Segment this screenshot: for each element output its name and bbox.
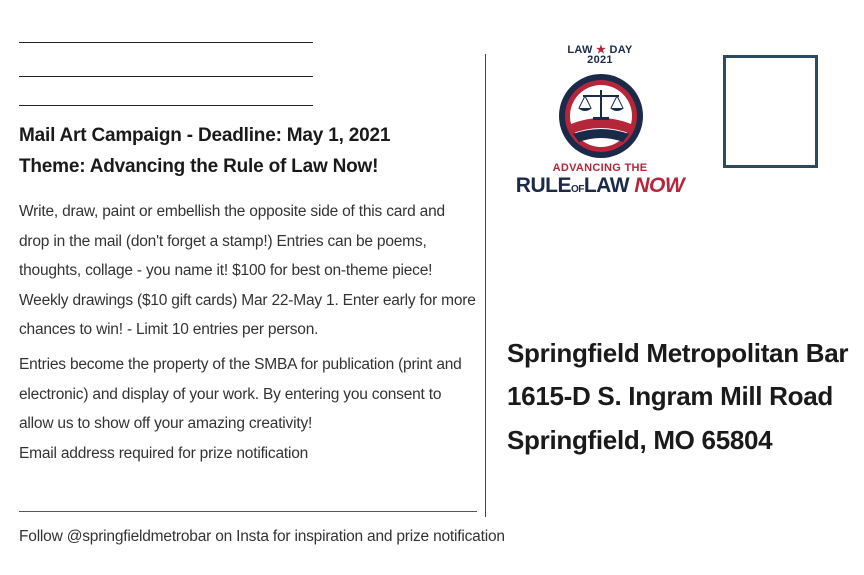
blank-line-3 <box>19 105 313 106</box>
footer-text: Follow @springfieldmetrobar on Insta for inspiration and prize notification <box>19 528 505 545</box>
footer-rule <box>19 511 477 512</box>
logo-of: OF <box>570 184 584 195</box>
postcard-divider <box>485 54 486 517</box>
blank-line-1 <box>19 42 313 43</box>
logo-day: DAY <box>609 44 633 56</box>
logo-law-word: LAW <box>583 174 630 197</box>
logo-rule: RULE <box>515 174 571 197</box>
star-icon: ★ <box>596 44 607 56</box>
terms-paragraph: Entries become the property of the SMBA for publication (print and electronic) and display of your work. By entering you consent to allow us to show off your amazing creativity! <box>19 356 462 432</box>
theme-heading: Theme: Advancing the Rule of Law Now! <box>19 156 379 177</box>
blank-line-2 <box>19 76 313 77</box>
logo-year: 2021 <box>587 54 613 66</box>
instructions-paragraph: Write, draw, paint or embellish the opposite side of this card and drop in the mail (don't forget a stamp!) Entries can be poems, thoughts, collage - you name it! $100 for best on-theme piece! Weekly drawings ($10 gift cards) Mar 22-May 1. Enter early for more chances to win! - Limit 10 entries per person. <box>19 203 476 338</box>
email-note: Email address required for prize notification <box>19 445 309 462</box>
address-line-1: Springfield Metropolitan Bar <box>507 338 849 368</box>
logo-rule-of-law-now <box>515 174 685 198</box>
campaign-heading: Mail Art Campaign - Deadline: May 1, 2021 <box>19 125 391 146</box>
logo-advancing: ADVANCING THE <box>552 162 648 174</box>
stamp-box <box>723 55 818 168</box>
logo-law: LAW <box>567 44 593 56</box>
logo-now: NOW <box>634 174 685 197</box>
address-line-3: Springfield, MO 65804 <box>507 425 773 455</box>
scales-of-justice-seal-icon <box>557 72 645 160</box>
law-day-logo <box>515 40 685 205</box>
address-line-2: 1615-D S. Ingram Mill Road <box>507 381 833 411</box>
